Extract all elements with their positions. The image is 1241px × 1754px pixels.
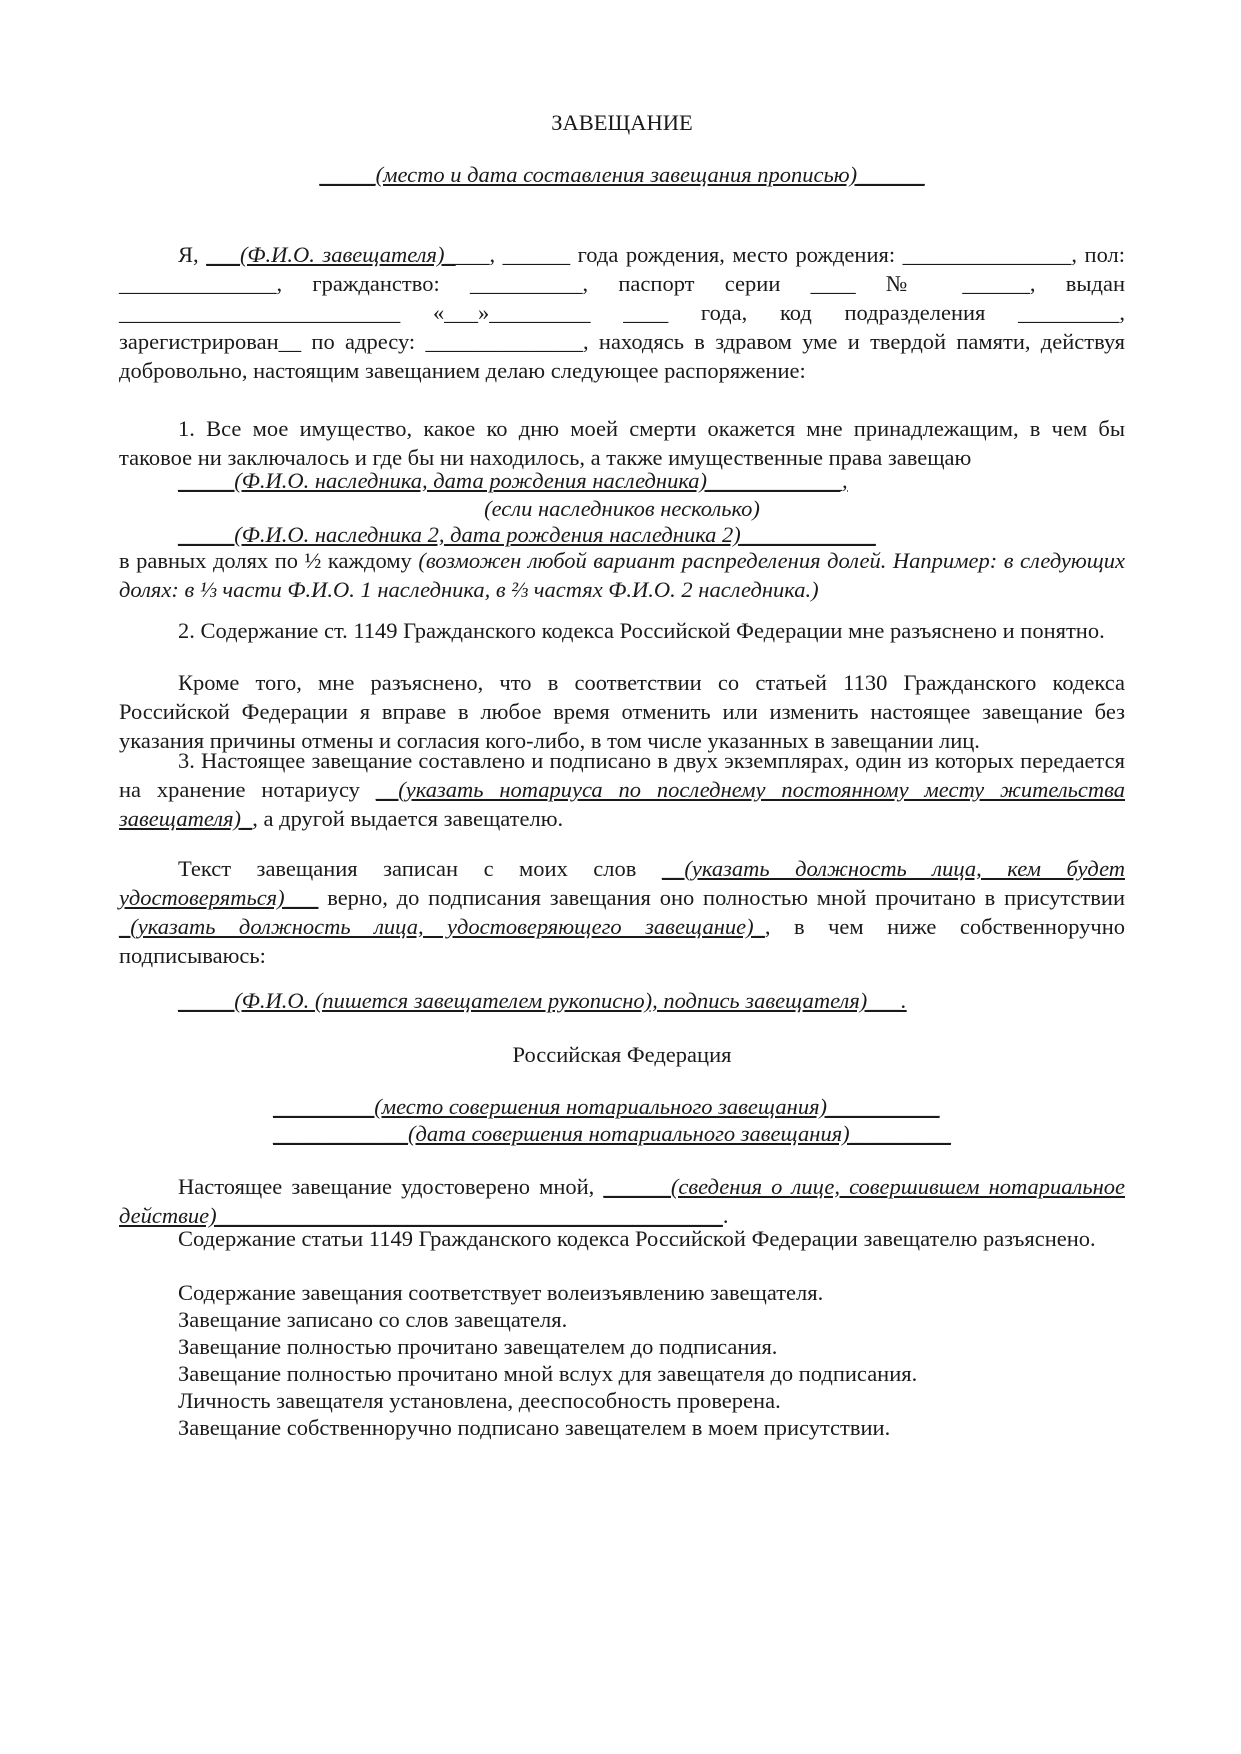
notary-place-line xyxy=(119,1092,1125,1121)
closing-line-3: Завещание записано со слов завещателя. xyxy=(178,1307,568,1332)
certified-start: Настоящее завещание удостоверено мной, xyxy=(178,1174,595,1199)
heir-2-blank: _____(Ф.И.О. наследника 2, дата рождения наследника 2)____________ xyxy=(178,522,876,547)
signature-line xyxy=(119,986,1125,1015)
document-title: ЗАВЕЩАНИЕ xyxy=(551,110,693,135)
place-date-field xyxy=(119,160,1125,189)
intro-paragraph xyxy=(119,240,1125,385)
notary-blank: __(указать нотариуса по последнему постоянному месту жительства завещателя)_ xyxy=(119,777,1126,831)
intro-start: Я, xyxy=(178,242,199,267)
closing-line-6: Личность завещателя установлена, дееспособность проверена. xyxy=(178,1388,781,1413)
item-1-text: 1. Все мое имущество, какое ко дню моей смерти окажется мне принадлежащим, в чем бы таковое ни заключалось и где бы ни находилось, а также имущественные права завещаю xyxy=(119,416,1125,470)
recorder-blank: __(указать должность лица, кем будет удостоверяться)___ xyxy=(119,856,1126,910)
heir-note: (если наследников несколько) xyxy=(484,496,760,521)
closing-line-7: Завещание собственноручно подписано завещателем в моем присутствии. xyxy=(178,1415,891,1440)
intro-rest: ___, ______ года рождения, место рождения: _______________, пол: ______________, гражданство: __________, паспорт серии ____ № ______, выдан _________________________ «___»_________ ____ года, код подразделения _________, зарегистрирован__ по адресу: ______________, находясь в здравом уме и твердой памяти, действуя добровольно, настоящим завещанием делаю следующее распоряжение: xyxy=(119,242,1125,383)
notary-info-blank: ______(сведения о лице, совершившем нотариальное действие)_____________________________________________ xyxy=(119,1174,1125,1228)
recorded-middle: верно, до подписания завещания оно полностью мной прочитано в присутствии xyxy=(327,885,1126,910)
item-3-text: 3. Настоящее завещание составлено и подписано в двух экземплярах, один из которых передается на хранение нотариусу xyxy=(119,748,1125,802)
item-3-rest: , а другой выдается завещателю. xyxy=(252,806,564,831)
shares-note: (возможен любой вариант распределения долей. Например: в следующих долях: в ⅓ части Ф.И.О. 1 наследника, в ⅔ частях Ф.И.О. 2 наследника.) xyxy=(119,548,1125,602)
testator-name-blank: ___(Ф.И.О. завещателя)_ xyxy=(206,242,456,267)
closing-line-2: Содержание завещания соответствует волеизъявлению завещателя. xyxy=(178,1280,824,1305)
item-3-paragraph xyxy=(119,746,1125,833)
notary-place-blank: _________(место совершения нотариального завещания)__________ xyxy=(273,1094,940,1119)
recorded-end: , в чем ниже собственноручно подписываюсь: xyxy=(119,914,1126,968)
closing-line-1: Содержание статьи 1149 Гражданского кодекса Российской Федерации завещателю разъяснено. xyxy=(178,1226,1096,1251)
closing-line-5: Завещание полностью прочитано мной вслух для завещателя до подписания. xyxy=(178,1361,918,1386)
shares-paragraph xyxy=(119,546,1125,604)
recorded-paragraph xyxy=(119,854,1125,970)
item-2-more: Кроме того, мне разъяснено, что в соответствии со статьей 1130 Гражданского кодекса Российской Федерации я вправе в любое время отменить или изменить настоящее завещание без указания причины отмены и согласия кого-либо, в том числе указанных в завещании лиц. xyxy=(119,670,1125,753)
heir-2-line xyxy=(119,520,1125,549)
closing-line-4: Завещание полностью прочитано завещателем до подписания. xyxy=(178,1334,778,1359)
witness-blank: _(указать должность лица, удостоверяющего завещание)_ xyxy=(119,914,765,939)
recorded-start: Текст завещания записан с моих слов xyxy=(178,856,637,881)
federation-heading: Российская Федерация xyxy=(512,1042,732,1067)
notary-date-blank: ____________(дата совершения нотариального завещания)_________ xyxy=(273,1121,951,1146)
place-date-blank: _____(место и дата составления завещания прописью)______ xyxy=(319,162,925,187)
certified-end: . xyxy=(722,1203,729,1228)
heir-1-line xyxy=(119,466,1125,495)
notary-date-line xyxy=(119,1119,1125,1148)
certified-paragraph xyxy=(119,1172,1125,1230)
signature-blank: _____(Ф.И.О. (пишется завещателем рукописно), подпись завещателя)___. xyxy=(178,988,907,1013)
shares-plain: в равных долях по ½ каждому xyxy=(119,548,412,573)
item-2-text: 2. Содержание ст. 1149 Гражданского кодекса Российской Федерации мне разъяснено и понятно. xyxy=(178,618,1105,643)
heir-1-blank: _____(Ф.И.О. наследника, дата рождения наследника)____________, xyxy=(178,468,848,493)
